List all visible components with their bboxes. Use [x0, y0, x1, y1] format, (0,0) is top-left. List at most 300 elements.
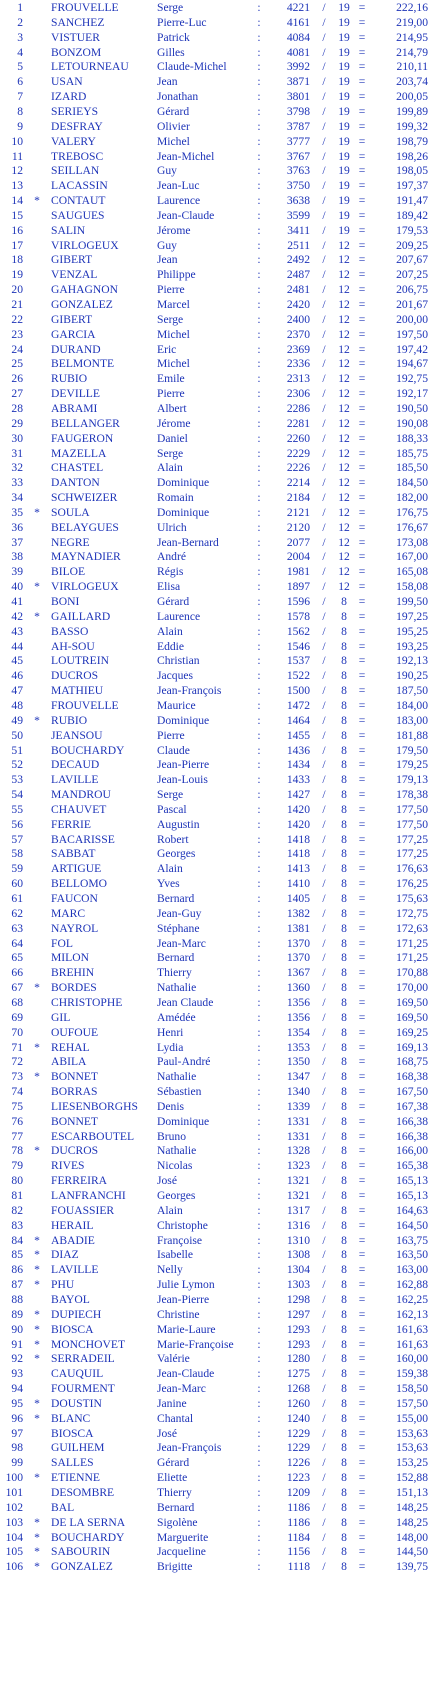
table-row	[0, 238, 436, 253]
rank-number: 13	[11, 179, 23, 193]
equals-separator: =	[358, 1441, 366, 1455]
average-score: 182,00	[396, 491, 428, 505]
last-name: LETOURNEAU	[51, 60, 129, 74]
equals-separator: =	[358, 208, 366, 222]
equals-separator: =	[358, 1426, 366, 1440]
average-score: 148,25	[396, 1500, 428, 1514]
matches-count: 8	[341, 1174, 347, 1188]
average-score: 206,75	[396, 283, 428, 297]
equals-separator: =	[358, 446, 366, 460]
points-total: 2487	[286, 268, 310, 282]
colon-separator: :	[257, 624, 261, 638]
first-name: Thierry	[157, 1486, 192, 1499]
matches-count: 8	[341, 877, 347, 891]
points-total: 2121	[286, 505, 310, 519]
last-name: OUFOUE	[51, 1025, 99, 1039]
colon-separator: :	[257, 268, 261, 282]
equals-separator: =	[358, 298, 366, 311]
points-total: 1280	[286, 1352, 310, 1366]
table-row	[0, 728, 436, 743]
rank-number: 77	[11, 1129, 23, 1143]
table-row	[0, 1544, 436, 1559]
matches-count: 8	[341, 936, 347, 950]
table-row	[0, 45, 436, 60]
first-name: Bernard	[157, 1500, 195, 1514]
last-name: FROUVELLE	[51, 698, 119, 712]
colon-separator: :	[257, 1545, 261, 1559]
average-score: 162,88	[396, 1278, 428, 1292]
slash-separator: /	[322, 520, 326, 534]
first-name: Jean-François	[157, 1441, 222, 1455]
matches-count: 8	[341, 639, 347, 653]
points-total: 2313	[286, 372, 310, 386]
colon-separator: :	[257, 1233, 261, 1247]
last-name: DURAND	[51, 342, 101, 356]
first-name: José	[157, 1174, 177, 1188]
average-score: 176,25	[396, 877, 428, 891]
last-name: RUBIO	[51, 372, 88, 386]
rank-number: 41	[11, 595, 23, 608]
equals-separator: =	[358, 149, 366, 163]
colon-separator: :	[257, 1560, 261, 1574]
average-score: 177,25	[396, 847, 428, 861]
points-total: 3798	[286, 104, 310, 118]
last-name: DESFRAY	[51, 119, 103, 133]
points-total: 1436	[286, 743, 310, 757]
matches-count: 8	[341, 1367, 347, 1381]
slash-separator: /	[322, 669, 326, 683]
table-row	[0, 1188, 436, 1203]
table-row	[0, 1455, 436, 1470]
last-name: LAVILLE	[51, 1263, 99, 1277]
matches-count: 12	[338, 401, 350, 415]
slash-separator: /	[322, 936, 326, 950]
first-name: Pascal	[157, 802, 187, 816]
rank-number: 65	[11, 951, 23, 965]
last-name: IZARD	[51, 90, 87, 104]
points-total: 2306	[286, 387, 310, 401]
last-name: RUBIO	[51, 713, 88, 727]
rank-number: 98	[11, 1441, 23, 1455]
colon-separator: :	[257, 713, 261, 727]
rank-number: 49	[11, 713, 23, 727]
average-score: 197,42	[396, 342, 428, 356]
matches-count: 19	[338, 75, 350, 89]
last-name: BOUCHARDY	[51, 1530, 125, 1544]
slash-separator: /	[322, 951, 326, 965]
first-name: André	[157, 550, 186, 564]
last-name: FERRIE	[51, 817, 91, 831]
equals-separator: =	[358, 802, 366, 816]
average-score: 144,50	[396, 1545, 428, 1559]
average-score: 199,32	[396, 119, 428, 133]
equals-separator: =	[358, 773, 366, 787]
first-name: Jean-Guy	[157, 906, 202, 920]
last-name: MILON	[51, 951, 89, 965]
last-name: FOL	[51, 936, 73, 950]
table-row	[0, 119, 436, 134]
equals-separator: =	[358, 1530, 366, 1544]
equals-separator: =	[358, 535, 366, 549]
slash-separator: /	[322, 90, 326, 104]
colon-separator: :	[257, 951, 261, 965]
slash-separator: /	[322, 1114, 326, 1128]
matches-count: 12	[338, 520, 350, 534]
colon-separator: :	[257, 342, 261, 356]
points-total: 1347	[286, 1070, 310, 1084]
average-score: 164,63	[396, 1203, 428, 1217]
colon-separator: :	[257, 535, 261, 549]
average-score: 161,63	[396, 1337, 428, 1351]
rank-number: 76	[11, 1114, 23, 1128]
last-name: BILOE	[51, 565, 86, 579]
colon-separator: :	[257, 639, 261, 653]
matches-count: 8	[341, 1203, 347, 1217]
equals-separator: =	[358, 1144, 366, 1158]
last-name: DOUSTIN	[51, 1396, 102, 1410]
points-total: 1328	[286, 1144, 310, 1158]
first-name: Jérome	[157, 416, 191, 430]
table-row	[0, 74, 436, 89]
rank-number: 20	[11, 283, 23, 297]
last-name: FAUGERON	[51, 431, 114, 445]
rank-number: 43	[11, 624, 23, 638]
matches-count: 8	[341, 1515, 347, 1529]
points-total: 1323	[286, 1159, 310, 1173]
slash-separator: /	[322, 1040, 326, 1054]
slash-separator: /	[322, 1292, 326, 1306]
colon-separator: :	[257, 743, 261, 757]
first-name: Christian	[157, 654, 200, 668]
colon-separator: :	[257, 1025, 261, 1039]
last-name: BONNET	[51, 1114, 99, 1128]
slash-separator: /	[322, 817, 326, 831]
first-name: Janine	[157, 1396, 187, 1410]
colon-separator: :	[257, 1530, 261, 1544]
rank-number: 52	[11, 758, 23, 772]
matches-count: 8	[341, 1307, 347, 1321]
table-row	[0, 1143, 436, 1158]
slash-separator: /	[322, 327, 326, 341]
rank-number: 97	[11, 1426, 23, 1440]
first-name: Nelly	[157, 1263, 183, 1277]
average-score: 207,67	[396, 253, 428, 267]
average-score: 175,63	[396, 892, 428, 905]
last-name: LACASSIN	[51, 179, 108, 193]
points-total: 1427	[286, 788, 310, 802]
points-total: 1413	[286, 862, 310, 876]
average-score: 164,50	[396, 1218, 428, 1232]
last-name: BIOSCA	[51, 1322, 94, 1336]
points-total: 3411	[287, 223, 310, 237]
last-name: CHAUVET	[51, 802, 107, 816]
rank-number: 75	[11, 1099, 23, 1113]
points-total: 2214	[286, 476, 310, 490]
rank-number: 7	[17, 90, 23, 104]
average-score: 184,50	[396, 476, 428, 490]
table-row	[0, 787, 436, 802]
matches-count: 8	[341, 966, 347, 980]
first-name: Jacqueline	[157, 1545, 206, 1559]
first-name: Yves	[157, 877, 180, 891]
rank-number: 1	[17, 1, 23, 14]
table-row	[0, 1307, 436, 1322]
equals-separator: =	[358, 1085, 366, 1099]
colon-separator: :	[257, 1085, 261, 1099]
table-row	[0, 594, 436, 609]
slash-separator: /	[322, 877, 326, 891]
table-row	[0, 772, 436, 787]
matches-count: 19	[338, 208, 350, 222]
slash-separator: /	[322, 357, 326, 371]
matches-count: 19	[338, 164, 350, 178]
female-marker: *	[34, 1322, 40, 1336]
equals-separator: =	[358, 981, 366, 995]
equals-separator: =	[358, 624, 366, 638]
colon-separator: :	[257, 565, 261, 579]
equals-separator: =	[358, 357, 366, 371]
points-total: 2120	[286, 520, 310, 534]
first-name: Bernard	[157, 951, 195, 965]
rank-number: 99	[11, 1456, 23, 1470]
equals-separator: =	[358, 595, 366, 608]
first-name: Daniel	[157, 431, 188, 445]
matches-count: 8	[341, 1456, 347, 1470]
equals-separator: =	[358, 1292, 366, 1306]
average-score: 179,25	[396, 758, 428, 772]
slash-separator: /	[322, 535, 326, 549]
first-name: Alain	[157, 862, 183, 876]
first-name: Thierry	[157, 966, 192, 980]
rank-number: 19	[11, 268, 23, 282]
rank-number: 82	[11, 1203, 23, 1217]
colon-separator: :	[257, 104, 261, 118]
colon-separator: :	[257, 1248, 261, 1262]
last-name: REHAL	[51, 1040, 90, 1054]
first-name: Jean Claude	[157, 995, 214, 1009]
female-marker: *	[34, 1278, 40, 1292]
slash-separator: /	[322, 149, 326, 163]
rank-number: 103	[5, 1515, 23, 1529]
rank-number: 94	[11, 1382, 23, 1396]
rank-number: 83	[11, 1218, 23, 1232]
table-row	[0, 1322, 436, 1337]
points-total: 2481	[286, 283, 310, 297]
slash-separator: /	[322, 1025, 326, 1039]
equals-separator: =	[358, 862, 366, 876]
points-total: 2492	[286, 253, 310, 267]
matches-count: 12	[338, 387, 350, 401]
equals-separator: =	[358, 609, 366, 623]
rank-number: 92	[11, 1352, 23, 1366]
rank-number: 56	[11, 817, 23, 831]
table-row	[0, 757, 436, 772]
slash-separator: /	[322, 342, 326, 356]
average-score: 148,00	[396, 1530, 428, 1544]
slash-separator: /	[322, 684, 326, 698]
first-name: Lydia	[157, 1040, 184, 1054]
equals-separator: =	[358, 461, 366, 475]
matches-count: 12	[338, 565, 350, 579]
matches-count: 8	[341, 1411, 347, 1425]
points-total: 2511	[287, 238, 310, 252]
colon-separator: :	[257, 1070, 261, 1084]
colon-separator: :	[257, 1203, 261, 1217]
points-total: 1370	[286, 951, 310, 965]
rank-number: 67	[11, 981, 23, 995]
rank-number: 70	[11, 1025, 23, 1039]
points-total: 2369	[286, 342, 310, 356]
rank-number: 23	[11, 327, 23, 341]
equals-separator: =	[358, 15, 366, 29]
table-row	[0, 134, 436, 149]
female-marker: *	[34, 1307, 40, 1321]
slash-separator: /	[322, 104, 326, 118]
first-name: Ulrich	[157, 520, 187, 534]
colon-separator: :	[257, 995, 261, 1009]
points-total: 2184	[286, 491, 310, 505]
colon-separator: :	[257, 223, 261, 237]
points-total: 1350	[286, 1055, 310, 1069]
points-total: 3801	[286, 90, 310, 104]
points-total: 2077	[286, 535, 310, 549]
points-total: 3777	[286, 134, 310, 148]
slash-separator: /	[322, 15, 326, 29]
points-total: 2336	[286, 357, 310, 371]
first-name: Marcel	[157, 298, 190, 311]
equals-separator: =	[358, 550, 366, 564]
points-total: 1240	[286, 1411, 310, 1425]
first-name: Gérard	[157, 1456, 190, 1470]
last-name: JEANSOU	[51, 728, 103, 742]
colon-separator: :	[257, 1159, 261, 1173]
first-name: Chantal	[157, 1411, 194, 1425]
female-marker: *	[34, 1471, 40, 1485]
slash-separator: /	[322, 223, 326, 237]
equals-separator: =	[358, 327, 366, 341]
average-score: 155,00	[396, 1411, 428, 1425]
colon-separator: :	[257, 476, 261, 490]
slash-separator: /	[322, 45, 326, 59]
female-marker: *	[34, 1352, 40, 1366]
average-score: 152,88	[396, 1471, 428, 1485]
matches-count: 12	[338, 505, 350, 519]
rank-number: 38	[11, 550, 23, 564]
colon-separator: :	[257, 1500, 261, 1514]
rank-number: 2	[17, 15, 23, 29]
table-row	[0, 0, 436, 15]
equals-separator: =	[358, 1218, 366, 1232]
colon-separator: :	[257, 194, 261, 208]
slash-separator: /	[322, 1144, 326, 1158]
average-score: 165,08	[396, 565, 428, 579]
first-name: Serge	[157, 312, 184, 326]
matches-count: 8	[341, 624, 347, 638]
average-score: 198,79	[396, 134, 428, 148]
last-name: LAVILLE	[51, 773, 99, 787]
average-score: 177,50	[396, 802, 428, 816]
colon-separator: :	[257, 1411, 261, 1425]
first-name: Jean-Louis	[157, 773, 208, 787]
last-name: MATHIEU	[51, 684, 104, 698]
table-row	[0, 312, 436, 327]
equals-separator: =	[358, 1396, 366, 1410]
average-score: 173,08	[396, 535, 428, 549]
rank-number: 39	[11, 565, 23, 579]
equals-separator: =	[358, 1174, 366, 1188]
points-total: 1293	[286, 1322, 310, 1336]
first-name: Emile	[157, 372, 185, 386]
female-marker: *	[34, 1396, 40, 1410]
last-name: ABILA	[51, 1055, 87, 1069]
slash-separator: /	[322, 966, 326, 980]
slash-separator: /	[322, 921, 326, 935]
average-score: 163,50	[396, 1248, 428, 1262]
rank-number: 86	[11, 1263, 23, 1277]
first-name: Maurice	[157, 698, 196, 712]
matches-count: 8	[341, 1085, 347, 1099]
points-total: 2260	[286, 431, 310, 445]
first-name: Stéphane	[157, 921, 200, 935]
points-total: 3871	[286, 75, 310, 89]
colon-separator: :	[257, 758, 261, 772]
equals-separator: =	[358, 1367, 366, 1381]
rank-number: 58	[11, 847, 23, 861]
equals-separator: =	[358, 1070, 366, 1084]
colon-separator: :	[257, 446, 261, 460]
first-name: Valérie	[157, 1352, 190, 1366]
first-name: Marie-Françoise	[157, 1337, 234, 1351]
matches-count: 8	[341, 1114, 347, 1128]
rank-number: 100	[5, 1471, 23, 1485]
slash-separator: /	[322, 134, 326, 148]
equals-separator: =	[358, 565, 366, 579]
points-total: 1500	[286, 684, 310, 698]
rank-number: 29	[11, 416, 23, 430]
equals-separator: =	[358, 1099, 366, 1113]
points-total: 2286	[286, 401, 310, 415]
points-total: 1356	[286, 1010, 310, 1024]
last-name: MANDROU	[51, 788, 111, 802]
table-row	[0, 1054, 436, 1069]
equals-separator: =	[358, 1040, 366, 1054]
equals-separator: =	[358, 520, 366, 534]
equals-separator: =	[358, 253, 366, 267]
average-score: 166,00	[396, 1144, 428, 1158]
last-name: VIRLOGEUX	[51, 238, 119, 252]
points-total: 4161	[286, 15, 310, 29]
colon-separator: :	[257, 1441, 261, 1455]
colon-separator: :	[257, 1515, 261, 1529]
colon-separator: :	[257, 802, 261, 816]
points-total: 1381	[286, 921, 310, 935]
last-name: FROUVELLE	[51, 1, 119, 14]
first-name: Christophe	[157, 1218, 208, 1232]
last-name: TREBOSC	[51, 149, 104, 163]
points-total: 4081	[286, 45, 310, 59]
average-score: 176,63	[396, 862, 428, 876]
table-row	[0, 861, 436, 876]
equals-separator: =	[358, 268, 366, 282]
rank-number: 102	[5, 1500, 23, 1514]
points-total: 4084	[286, 30, 310, 44]
matches-count: 19	[338, 90, 350, 104]
last-name: GAILLARD	[51, 609, 111, 623]
rank-number: 34	[11, 491, 23, 505]
points-total: 1339	[286, 1099, 310, 1113]
points-total: 1546	[286, 639, 310, 653]
female-marker: *	[34, 713, 40, 727]
